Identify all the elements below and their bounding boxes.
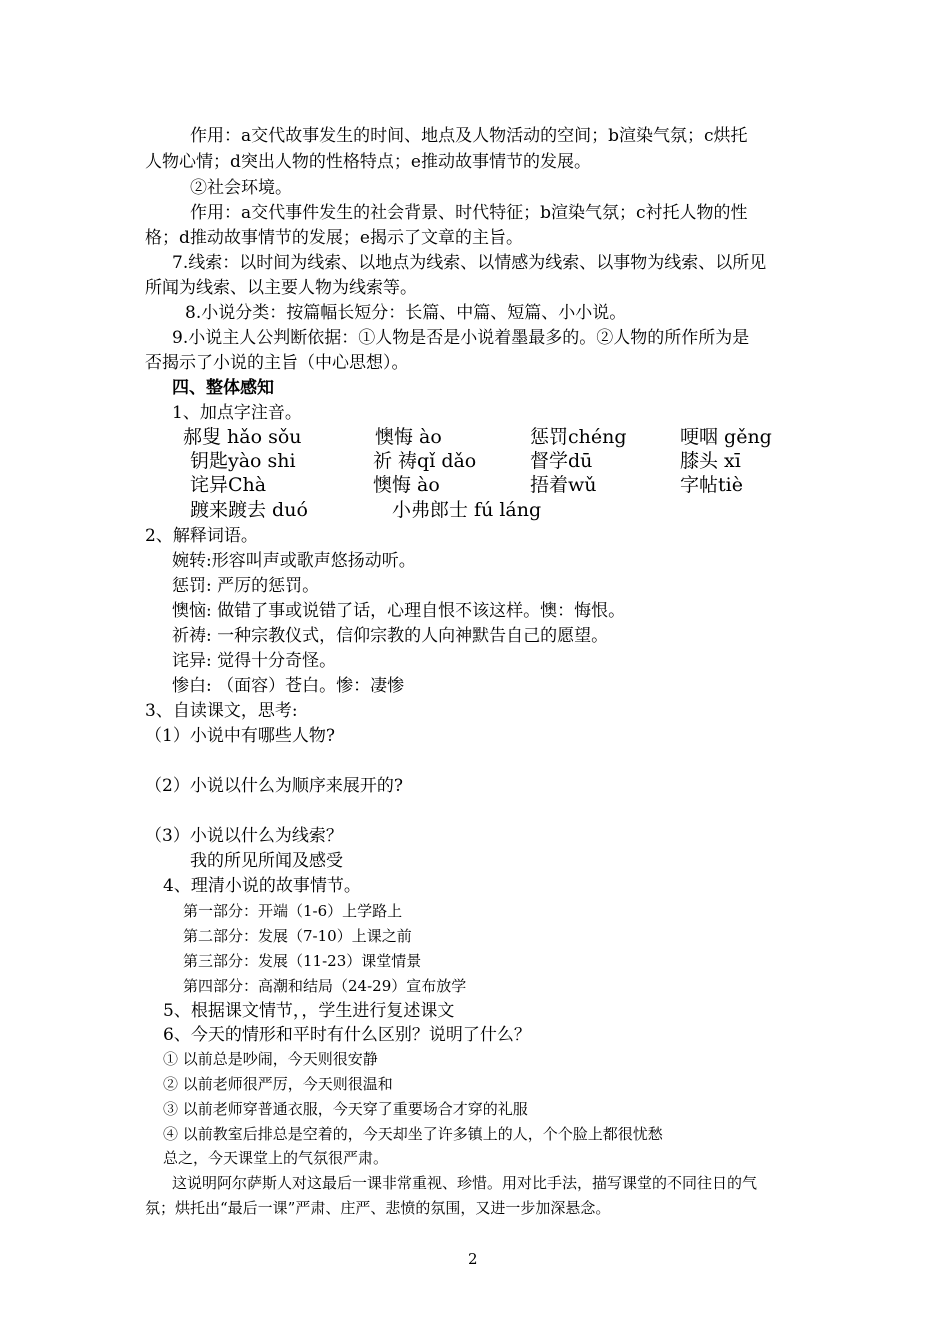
pinyin-item: 膝头 xī (680, 450, 741, 472)
paragraph-social-environment-role-line1: 作用：a交代事件发生的社会背景、时代特征；b渲染气氛；c衬托人物的性 (190, 203, 748, 223)
compare-item: ④ 以前教室后排总是空着的，今天却坐了许多镇上的人，个个脸上都很忧愁 (163, 1125, 663, 1143)
conclusion-line2: 氛；烘托出“最后一课”严肃、庄严、悲愤的氛围，又进一步加深悬念。 (145, 1199, 611, 1217)
plot-part: 第二部分：发展（7-10）上课之前 (183, 927, 412, 945)
vocab-item: 惨白: （面容）苍白。惨：凄惨 (172, 676, 405, 696)
pinyin-item: 钥匙yào shi (190, 450, 296, 472)
paragraph-novel-classification: 8.小说分类：按篇幅长短分：长篇、中篇、短篇、小小说。 (185, 303, 627, 323)
pinyin-item: 郝叟 hǎo sǒu (183, 426, 302, 448)
vocab-item: 婉转:形容叫声或歌声悠扬动听。 (172, 551, 416, 571)
compare-item: ① 以前总是吵闹，今天则很安静 (163, 1050, 378, 1068)
pinyin-item: 懊悔 ào (373, 474, 440, 496)
vocab-item: 诧异: 觉得十分奇怪。 (172, 651, 337, 671)
plot-part: 第三部分：发展（11-23）课堂情景 (183, 952, 422, 970)
question-1: （1）小说中有哪些人物? (145, 726, 335, 746)
pinyin-item: 小弗郎士 fú láng (392, 499, 542, 521)
pinyin-item: 踱来踱去 duó (190, 499, 308, 521)
reading-heading: 3、自读课文，思考: (145, 701, 298, 721)
pinyin-heading: 1、加点字注音。 (172, 403, 302, 423)
question-3: （3）小说以什么为线索？ (145, 826, 343, 846)
compare-item: ③ 以前老师穿普通衣服，今天穿了重要场合才穿的礼服 (163, 1100, 528, 1118)
vocab-item: 惩罚: 严厉的惩罚。 (172, 576, 320, 596)
pinyin-item: 督学dū (530, 450, 593, 472)
question-3-answer: 我的所见所闻及感受 (190, 851, 343, 871)
pinyin-item: 惩罚chéng (530, 426, 627, 448)
page-number: 2 (468, 1250, 478, 1268)
plot-part: 第四部分：高潮和结局（24-29）宣布放学 (183, 977, 467, 995)
paragraph-clues-line1: 7.线索：以时间为线索、以地点为线索、以情感为线索、以事物为线索、以所见 (172, 253, 767, 273)
vocab-heading: 2、解释词语。 (145, 526, 258, 546)
summary-line: 总之，今天课堂上的气氛很严肃。 (163, 1149, 389, 1167)
pinyin-item: 诧异Chà (190, 474, 267, 496)
paragraph-social-environment: ②社会环境。 (190, 178, 292, 198)
pinyin-item: 祈 祷qǐ dǎo (373, 450, 477, 472)
plot-heading: 4、理清小说的故事情节。 (163, 876, 361, 896)
paragraph-protagonist-line1: 9.小说主人公判断依据：①人物是否是小说着墨最多的。②人物的所作所为是 (172, 328, 750, 348)
vocab-item: 懊恼: 做错了事或说错了话，心理自恨不该这样。懊：悔恨。 (172, 601, 626, 621)
vocab-item: 祈祷: 一种宗教仪式，信仰宗教的人向神默告自己的愿望。 (172, 626, 609, 646)
pinyin-item: 字帖tiè (680, 474, 743, 496)
paragraph-clues-line2: 所闻为线索、以主要人物为线索等。 (145, 278, 417, 298)
pinyin-item: 捂着wǔ (530, 474, 597, 496)
conclusion-line1: 这说明阿尔萨斯人对这最后一课非常重视、珍惜。用对比手法，描写课堂的不同往日的气 (172, 1174, 758, 1192)
question-2: （2）小说以什么为顺序来展开的? (145, 776, 403, 796)
plot-part: 第一部分：开端（1-6）上学路上 (183, 902, 403, 920)
section-title: 四、整体感知 (172, 378, 274, 398)
paragraph-natural-environment-role-line1: 作用：a交代故事发生的时间、地点及人物活动的空间；b渲染气氛；c烘托 (190, 126, 748, 146)
paragraph-natural-environment-role-line2: 人物心情；d突出人物的性格特点；e推动故事情节的发展。 (145, 152, 591, 172)
paragraph-social-environment-role-line2: 格；d推动故事情节的发展；e揭示了文章的主旨。 (145, 228, 523, 248)
pinyin-item: 懊悔 ào (375, 426, 442, 448)
retell-instruction: 5、根据课文情节，，学生进行复述课文 (163, 1001, 455, 1021)
compare-item: ② 以前老师很严厉，今天则很温和 (163, 1075, 393, 1093)
compare-heading: 6、今天的情形和平时有什么区别？说明了什么？ (163, 1025, 531, 1045)
paragraph-protagonist-line2: 否揭示了小说的主旨（中心思想）。 (145, 353, 409, 373)
pinyin-item: 哽咽 gěng (680, 426, 772, 448)
